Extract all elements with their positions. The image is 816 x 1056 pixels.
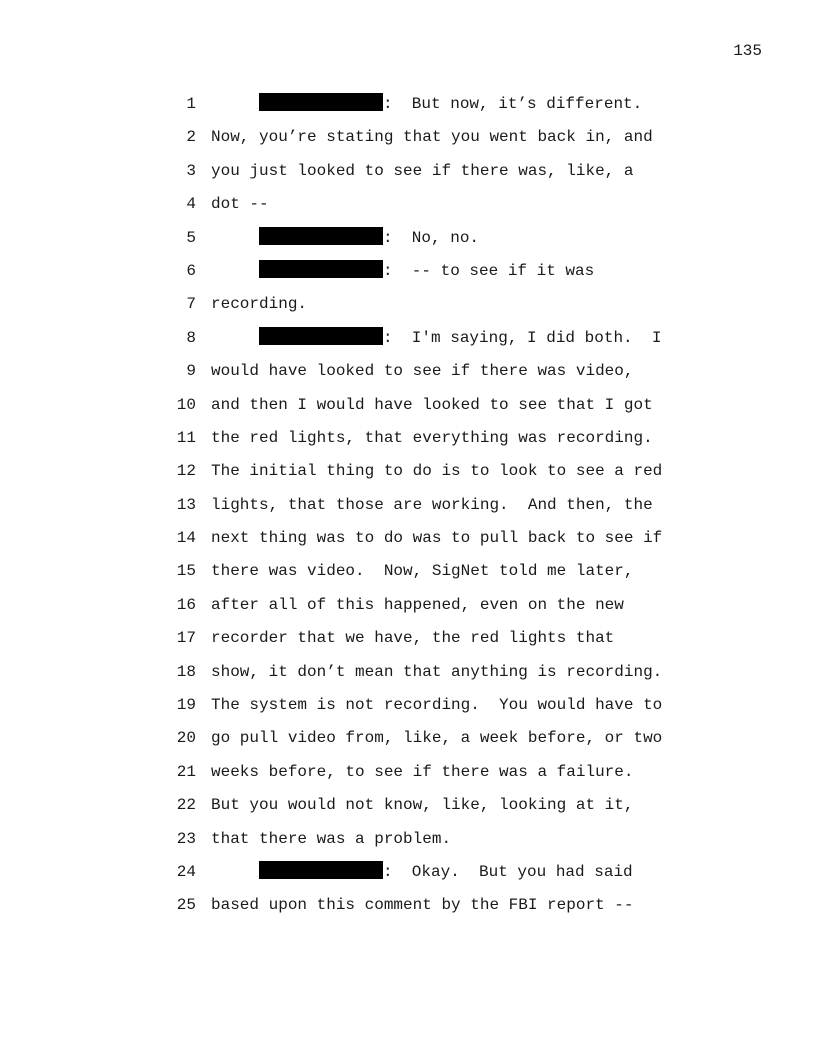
transcript-line bbox=[0, 157, 816, 190]
transcript-line bbox=[0, 123, 816, 156]
line-text: weeks before, to see if there was a failure. bbox=[211, 762, 634, 781]
transcript-line bbox=[0, 90, 816, 123]
line-text: next thing was to do was to pull back to see if bbox=[211, 529, 663, 548]
line-text: there was video. Now, SigNet told me later, bbox=[211, 562, 634, 581]
line-number: 21 bbox=[176, 762, 196, 781]
line-text-container bbox=[211, 123, 653, 151]
line-text-container bbox=[211, 624, 614, 652]
line-text: recording. bbox=[211, 295, 308, 314]
transcript-line bbox=[0, 391, 816, 424]
line-text-container bbox=[211, 758, 633, 786]
line-text-container bbox=[211, 891, 633, 919]
line-number: 13 bbox=[176, 495, 196, 514]
line-number: 12 bbox=[176, 462, 196, 481]
line-text-container bbox=[211, 591, 624, 619]
transcript-line bbox=[0, 257, 816, 290]
line-number: 10 bbox=[176, 395, 196, 414]
line-text: : -- to see if it was bbox=[383, 261, 595, 280]
transcript-line bbox=[0, 858, 816, 891]
transcript-body bbox=[0, 90, 816, 925]
line-text: : I'm saying, I did both. I bbox=[383, 328, 662, 347]
transcript-line bbox=[0, 691, 816, 724]
line-text: would have looked to see if there was video, bbox=[211, 362, 634, 381]
line-text-container bbox=[259, 224, 479, 252]
line-text-container bbox=[211, 691, 662, 719]
transcript-line bbox=[0, 825, 816, 858]
line-text: go pull video from, like, a week before, or two bbox=[211, 729, 663, 748]
line-text-container bbox=[211, 491, 653, 519]
line-text-container bbox=[259, 324, 661, 352]
line-number: 4 bbox=[186, 195, 196, 214]
transcript-line bbox=[0, 224, 816, 257]
line-text: : Okay. But you had said bbox=[383, 862, 633, 881]
line-text-container bbox=[259, 90, 642, 118]
line-text-container bbox=[211, 157, 633, 185]
transcript-line bbox=[0, 524, 816, 557]
line-number: 8 bbox=[186, 328, 196, 347]
line-text: and then I would have looked to see that I got bbox=[211, 395, 653, 414]
line-text: The initial thing to do is to look to see a red bbox=[211, 462, 663, 481]
transcript-line bbox=[0, 457, 816, 490]
transcript-line bbox=[0, 758, 816, 791]
line-number: 16 bbox=[176, 595, 196, 614]
line-text-container bbox=[211, 658, 662, 686]
transcript-line bbox=[0, 357, 816, 390]
line-text-container bbox=[211, 524, 662, 552]
line-text: Now, you’re stating that you went back in, and bbox=[211, 128, 653, 147]
line-text: recorder that we have, the red lights that bbox=[211, 629, 615, 648]
line-text: the red lights, that everything was recording. bbox=[211, 428, 653, 447]
line-number: 1 bbox=[186, 95, 196, 113]
transcript-line bbox=[0, 491, 816, 524]
line-number: 3 bbox=[186, 161, 196, 180]
redacted-speaker-name bbox=[259, 227, 383, 245]
line-text-container bbox=[211, 791, 633, 819]
line-text: you just looked to see if there was, like, a bbox=[211, 161, 634, 180]
line-number: 25 bbox=[176, 896, 196, 915]
line-number: 9 bbox=[186, 362, 196, 381]
line-number: 15 bbox=[176, 562, 196, 581]
line-text: show, it don’t mean that anything is recording. bbox=[211, 662, 663, 681]
line-text-container bbox=[211, 357, 633, 385]
line-text-container bbox=[211, 190, 269, 218]
line-number: 7 bbox=[186, 295, 196, 314]
transcript-line bbox=[0, 324, 816, 357]
line-number: 11 bbox=[176, 428, 196, 447]
line-text-container bbox=[211, 391, 653, 419]
transcript-line bbox=[0, 891, 816, 924]
line-number: 5 bbox=[186, 228, 196, 247]
line-text: based upon this comment by the FBI report -- bbox=[211, 896, 634, 915]
line-text: that there was a problem. bbox=[211, 829, 452, 848]
line-number: 2 bbox=[186, 128, 196, 147]
transcript-line bbox=[0, 557, 816, 590]
line-text-container bbox=[211, 290, 307, 318]
redacted-speaker-name bbox=[259, 327, 383, 345]
redacted-speaker-name bbox=[259, 260, 383, 278]
line-text-container bbox=[259, 858, 633, 886]
transcript-line bbox=[0, 724, 816, 757]
transcript-line bbox=[0, 658, 816, 691]
line-text-container bbox=[211, 825, 451, 853]
line-number: 24 bbox=[176, 862, 196, 881]
line-text: The system is not recording. You would have to bbox=[211, 696, 663, 715]
transcript-line bbox=[0, 290, 816, 323]
line-number: 20 bbox=[176, 729, 196, 748]
line-text: dot -- bbox=[211, 195, 269, 214]
line-text-container bbox=[259, 257, 594, 285]
transcript-line bbox=[0, 791, 816, 824]
page-number: 135 bbox=[733, 42, 762, 60]
transcript-line bbox=[0, 624, 816, 657]
line-number: 23 bbox=[176, 829, 196, 848]
line-number: 18 bbox=[176, 662, 196, 681]
line-number: 17 bbox=[176, 629, 196, 648]
redacted-speaker-name bbox=[259, 861, 383, 879]
line-text: : No, no. bbox=[383, 228, 480, 247]
redacted-speaker-name bbox=[259, 93, 383, 111]
transcript-line bbox=[0, 591, 816, 624]
line-text: : But now, it’s different. bbox=[383, 95, 643, 113]
line-text-container bbox=[211, 724, 662, 752]
line-text-container bbox=[211, 557, 633, 585]
transcript-line bbox=[0, 424, 816, 457]
line-number: 6 bbox=[186, 261, 196, 280]
transcript-line bbox=[0, 190, 816, 223]
line-number: 19 bbox=[176, 696, 196, 715]
line-number: 14 bbox=[176, 529, 196, 548]
line-text: lights, that those are working. And then, the bbox=[211, 495, 653, 514]
line-text: But you would not know, like, looking at it, bbox=[211, 796, 634, 815]
line-text-container bbox=[211, 424, 653, 452]
line-text-container bbox=[211, 457, 662, 485]
line-number: 22 bbox=[176, 796, 196, 815]
line-text: after all of this happened, even on the new bbox=[211, 595, 624, 614]
